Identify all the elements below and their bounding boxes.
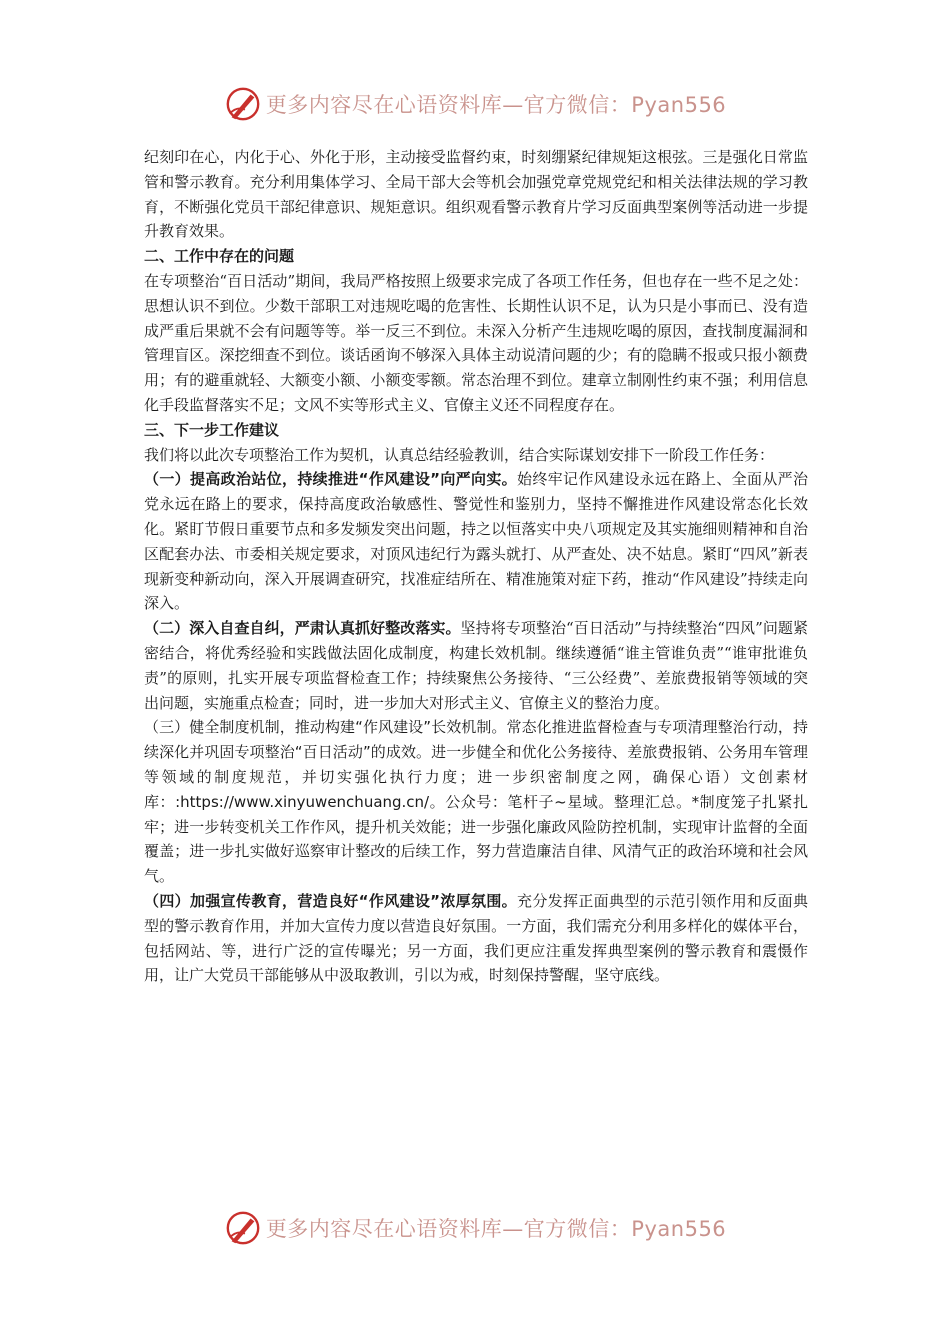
subsection-2-body: 坚持将专项整治“百日活动”与持续整治“四风”问题紧密结合，将优秀经验和实践做法固化成制度，构建长效机制。继续遵循“谁主管谁负责”“谁审批谁负责”的原则，扎实开展专项监督检查工作；持续聚焦公务接待、“三公经费”、差旅费报销等领域的突出问题，实施重点检查；同时，进一步加大对形式主义、官僚主义的整治力度。 [144,619,808,712]
subsection-4-body: 充分发挥正面典型的示范引领作用和反面典型的警示教育作用，并加大宣传力度以营造良好氛围。一方面，我们需充分利用多样化的媒体平台，包括网站、等，进行广泛的宣传曝光；另一方面，我们更应注重发挥典型案例的警示教育和震慑作用，让广大党员干部能够从中汲取教训，引以为戒，时刻保持警醒，坚守底线。 [144,891,808,985]
paragraph-suggestions-intro: 我们将以此次专项整治工作为契机，认真总结经验教训，结合实际谋划安排下一阶段工作任务： [144,445,775,464]
subsection-1-body: 始终牢记作风建设永远在路上、全面从严治党永远在路上的要求，保持高度政治敏感性、警觉性和鉴别力，坚持不懈推进作风建设常态化长效化。紧盯节假日重要节点和多发频发突出问题，持之以恒落实中央八项规定及其实施细则精神和自治区配套办法、市委相关规定要求，对顶风违纪行为露头就打、从严查处、决不姑息。紧盯“四风”新表现新变种新动向，深入开展调查研究，找准症结所在、精准施策对症下药，推动“作风建设”持续走向深入。 [144,470,808,613]
section-heading-problems: 二、工作中存在的问题 [144,247,295,266]
banner-text: 更多内容尽在心语资料库—官方微信：Pyan556 [265,1217,727,1241]
subsection-4-title: （四）加强宣传教育，营造良好“作风建设”浓厚氛围。 [144,891,518,910]
paragraph-problems: 在专项整治“百日活动”期间，我局严格按照上级要求完成了各项工作任务，但也存在一些不足之处：思想认识不到位。少数干部职工对违规吃喝的危害性、长期性认识不足，认为只是小事而已、没有造成严重后果就不会有问题等等。举一反三不到位。未深入分析产生违规吃喝的原因，查找制度漏洞和管理盲区。深挖细查不到位。谈话函询不够深入具体主动说清问题的少；有的隐瞒不报或只报小额费用；有的避重就轻、大额变小额、小额变零额。常态治理不到位。建章立制刚性约束不强；利用信息化手段监督落实不足；文风不实等形式主义、官僚主义还不同程度存在。 [144,271,808,414]
pen-logo-icon [224,1209,262,1247]
pen-logo-icon [224,85,262,123]
subsection-2 [144,616,808,715]
banner-text: 更多内容尽在心语资料库—官方微信：Pyan556 [265,93,727,117]
footer-banner [0,1206,950,1250]
paragraph-continued: 纪刻印在心，内化于心、外化于形，主动接受监督约束，时刻绷紧纪律规矩这根弦。三是强化日常监管和警示教育。充分利用集体学习、全局干部大会等机会加强党章党规党纪和相关法律法规的学习教育，不断强化党员干部纪律意识、规矩意识。组织观看警示教育片学习反面典型案例等活动进一步提升教育效果。 [144,148,808,241]
document-body [144,145,808,988]
subsection-1 [144,467,808,616]
subsection-3: （三）健全制度机制，推动构建“作风建设”长效机制。常态化推进监督检查与专项清理整治行动，持续深化并巩固专项整治“百日活动”的成效。进一步健全和优化公务接待、差旅费报销、公务用车管理等领域的制度规范，并切实强化执行力度；进一步织密制度之网，确保心语）文创素材库：:https://www.xinyuwenchuang.cn/。公众号：笔杆子~星域。整理汇总。*制度笼子扎紧扎牢；进一步转变机关工作作风，提升机关效能；进一步强化廉政风险防控机制，实现审计监督的全面覆盖；进一步扎实做好巡察审计整改的后续工作，努力营造廉洁自律、风清气正的政治环境和社会风气。 [144,718,808,886]
section-heading-suggestions: 三、下一步工作建议 [144,420,280,439]
subsection-2-title: （二）深入自查自纠，严肃认真抓好整改落实。 [144,619,461,638]
subsection-4 [144,889,808,988]
header-banner [0,82,950,126]
subsection-1-title: （一）提高政治站位，持续推进“作风建设”向严向实。 [144,470,518,489]
